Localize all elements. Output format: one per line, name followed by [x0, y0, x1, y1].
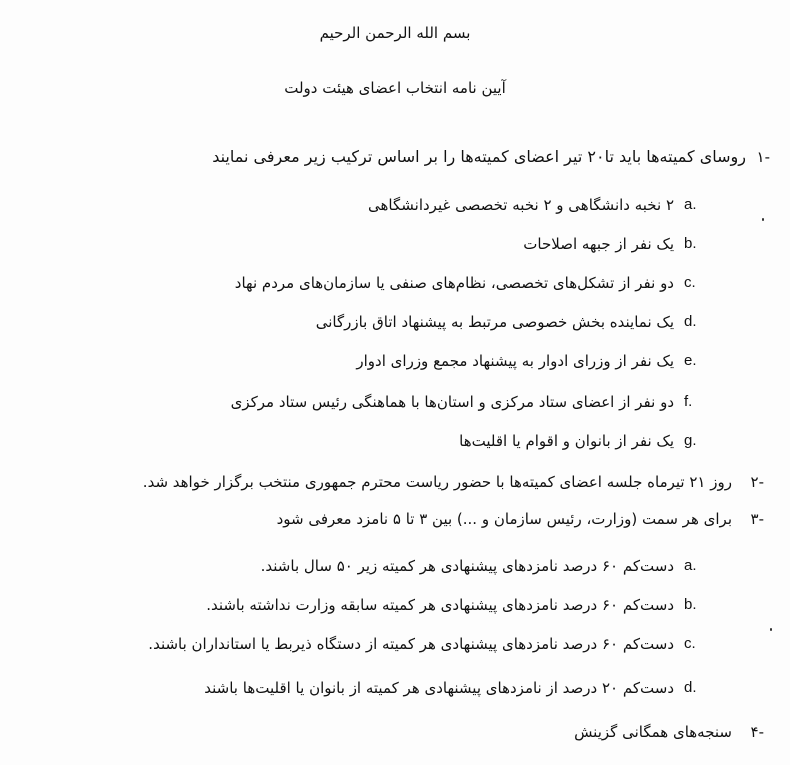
item-1g-marker: g. [684, 432, 697, 449]
item-3d-text: دست‌کم ۲۰ درصد از نامزدهای پیشنهادی هر کمیته از بانوان یا اقلیت‌ها باشند [204, 679, 674, 697]
item-1e-marker: e. [684, 352, 697, 369]
item-1b-marker: b. [684, 235, 697, 252]
item-1d-text: یک نماینده بخش خصوصی مرتبط به پیشنهاد اتاق بازرگانی [315, 313, 674, 331]
section-3-number: ۳- [750, 510, 764, 528]
item-3c-marker: c. [684, 635, 696, 652]
section-1-number: ۱- [756, 148, 770, 166]
section-4-number: ۴- [750, 723, 764, 741]
item-1c-marker: c. [684, 274, 696, 291]
section-2-text: روز ۲۱ تیرماه جلسه اعضای کمیته‌ها با حضور ریاست محترم جمهوری منتخب برگزار خواهد شد. [142, 473, 732, 491]
item-1a-marker: a. [684, 196, 697, 213]
scan-speck [770, 628, 772, 631]
item-1a-text: ۲ نخبه دانشگاهی و ۲ نخبه تخصصی غیردانشگاهی [368, 196, 674, 214]
section-1-text: روسای کمیته‌ها باید تا۲۰ تیر اعضای کمیته‌ها را بر اساس ترکیب زیر معرفی نمایند [212, 147, 746, 166]
item-1f-text: دو نفر از اعضای ستاد مرکزی و استان‌ها با هماهنگی رئیس ستاد مرکزی [230, 393, 674, 411]
item-3d-marker: d. [684, 679, 697, 696]
item-1b-text: یک نفر از جبهه اصلاحات [523, 235, 674, 253]
document-title: آیین نامه انتخاب اعضای هیئت دولت [284, 79, 506, 97]
item-3c-text: دست‌کم ۶۰ درصد نامزدهای پیشنهادی هر کمیته از دستگاه ذیربط یا استانداران باشند. [148, 635, 674, 653]
item-3a-text: دست‌کم ۶۰ درصد نامزدهای پیشنهادی هر کمیته زیر ۵۰ سال باشند. [260, 557, 674, 575]
bismillah-line: بسم الله الرحمن الرحیم [319, 24, 471, 42]
section-4-text: سنجه‌های همگانی گزینش [574, 723, 732, 741]
item-1c-text: دو نفر از تشکل‌های تخصصی، نظام‌های صنفی یا سازمان‌های مردم نهاد [234, 274, 674, 292]
item-3b-marker: b. [684, 596, 697, 613]
item-3a-marker: a. [684, 557, 697, 574]
scan-speck [762, 218, 764, 221]
section-2-number: ۲- [750, 473, 764, 491]
item-1d-marker: d. [684, 313, 697, 330]
item-1e-text: یک نفر از وزرای ادوار به پیشنهاد مجمع وزرای ادوار [356, 352, 674, 370]
item-1g-text: یک نفر از بانوان و اقوام یا اقلیت‌ها [459, 432, 674, 450]
section-3-text: برای هر سمت (وزارت، رئیس سازمان و ...) بین ۳ تا ۵ نامزد معرفی شود [276, 510, 732, 528]
item-3b-text: دست‌کم ۶۰ درصد نامزدهای پیشنهادی هر کمیته سابقه وزارت نداشته باشند. [206, 596, 674, 614]
item-1f-marker: f. [684, 393, 693, 410]
